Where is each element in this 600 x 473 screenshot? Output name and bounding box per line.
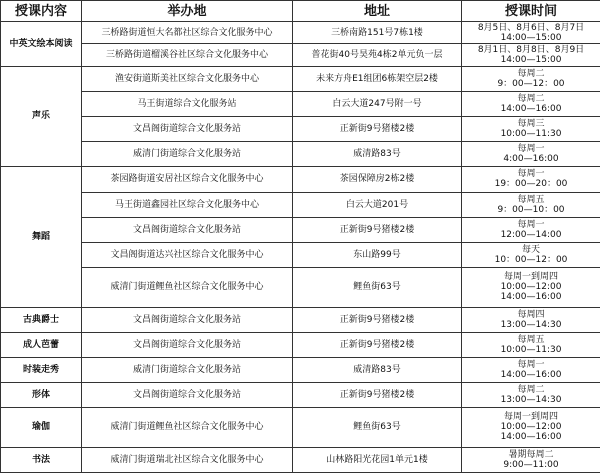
- address-cell: 正新街9号猪楼2楼: [293, 307, 462, 332]
- header-address: 地址: [293, 1, 462, 22]
- time-line: 10:00—11:30: [500, 129, 562, 140]
- time-line: 12:00—14:00: [500, 229, 562, 240]
- address-cell: 白云大道247号附一号: [293, 91, 462, 116]
- venue-cell: 威清门街道鲤鱼社区综合文化服务中心: [82, 408, 293, 447]
- address-cell: 正新街9号猪楼2楼: [293, 383, 462, 408]
- address-cell: 正新街9号猪楼2楼: [293, 116, 462, 141]
- time-line: 10:00—12:00: [500, 282, 562, 293]
- venue-cell: 茶园路街道安居社区综合文化服务中心: [82, 167, 293, 192]
- time-line: 每周二: [517, 385, 545, 396]
- table-row: [1, 447, 600, 472]
- time-line: 每周一到周四: [503, 272, 558, 283]
- time-line: 每周五: [517, 194, 545, 205]
- course-cell: 时装走秀: [1, 357, 82, 382]
- course-cell: 古典爵士: [1, 307, 82, 332]
- time-line: 8月5日、8月6日、8月7日: [477, 22, 585, 33]
- time-cell: [462, 91, 600, 116]
- time-line: 19：00—20：00: [494, 179, 568, 190]
- table-row: [1, 44, 600, 66]
- time-line: 每周四: [517, 309, 545, 320]
- time-line: 9:00—11:00: [503, 459, 559, 470]
- time-cell: [462, 332, 600, 357]
- table-row: [1, 142, 600, 167]
- venue-cell: 马王街道鑫园社区综合文化服务中心: [82, 192, 293, 217]
- course-cell: 成人芭蕾: [1, 332, 82, 357]
- table-row: [1, 408, 600, 447]
- time-line: 每周二: [517, 68, 545, 79]
- time-line: 暑期每周二: [508, 449, 554, 460]
- time-line: 10：00—12：00: [494, 255, 568, 266]
- time-line: 每周五: [517, 334, 545, 345]
- address-cell: 三桥南路151号7栋1楼: [293, 22, 462, 44]
- time-line: 9：00—10：00: [497, 204, 565, 215]
- venue-cell: 威清门街道综合文化服务站: [82, 357, 293, 382]
- table-row: [1, 268, 600, 307]
- address-cell: 威清路83号: [293, 142, 462, 167]
- time-line: 每天: [521, 245, 540, 256]
- venue-cell: 马王街道综合文化服务站: [82, 91, 293, 116]
- time-cell: [462, 44, 600, 66]
- venue-cell: 文昌阁街道综合文化服务站: [82, 332, 293, 357]
- time-cell: [462, 447, 600, 472]
- table-row: [1, 116, 600, 141]
- venue-cell: 渔安街道斯美社区综合文化服务中心: [82, 66, 293, 91]
- address-cell: 威清路83号: [293, 357, 462, 382]
- address-cell: 正新街9号猪楼2楼: [293, 332, 462, 357]
- header-venue: 举办地: [82, 1, 293, 22]
- time-line: 10:00—11:30: [500, 344, 562, 355]
- time-line: 每周一: [517, 169, 545, 180]
- time-line: 每周一: [517, 144, 545, 155]
- time-line: 14:00—16:00: [500, 432, 562, 443]
- table-row: [1, 22, 600, 44]
- time-cell: [462, 22, 600, 44]
- time-line: 每周一: [517, 219, 545, 230]
- venue-cell: 文昌阁街道达兴社区综合文化服务中心: [82, 242, 293, 267]
- course-cell: 舞蹈: [1, 167, 82, 307]
- time-cell: [462, 242, 600, 267]
- table-row: [1, 307, 600, 332]
- venue-cell: 文昌阁街道综合文化服务站: [82, 307, 293, 332]
- address-cell: 正新街9号猪楼2楼: [293, 217, 462, 242]
- time-cell: [462, 167, 600, 192]
- venue-cell: 三桥路街道恒大名都社区综合文化服务中心: [82, 22, 293, 44]
- course-cell: 形体: [1, 383, 82, 408]
- address-cell: 鲤鱼街63号: [293, 268, 462, 307]
- time-line: 14:00—16:00: [500, 370, 562, 380]
- table-row: [1, 383, 600, 408]
- header-time: 授课时间: [462, 1, 600, 22]
- header-row: [1, 1, 600, 22]
- address-cell: 茶园保障房2栋2楼: [293, 167, 462, 192]
- venue-cell: 威清门街道瑞北社区综合文化服务中心: [82, 447, 293, 472]
- time-cell: [462, 408, 600, 447]
- table-row: [1, 217, 600, 242]
- address-cell: 东山路99号: [293, 242, 462, 267]
- time-line: 每周三: [517, 119, 545, 130]
- address-cell: 鲤鱼街63号: [293, 408, 462, 447]
- course-cell: 中英文绘本阅读: [1, 22, 82, 66]
- time-line: 13:00—14:30: [500, 395, 562, 406]
- address-cell: 山林路阳光花园1单元1楼: [293, 447, 462, 472]
- time-cell: [462, 357, 600, 382]
- table-row: [1, 332, 600, 357]
- time-cell: [462, 66, 600, 91]
- course-cell: 瑜伽: [1, 408, 82, 447]
- table-row: [1, 66, 600, 91]
- time-line: 每周一到周四: [503, 412, 558, 423]
- venue-cell: 文昌阁街道综合文化服务站: [82, 116, 293, 141]
- time-line: 每周二: [517, 93, 545, 104]
- time-line: 8月1日、8月8日、8月9日: [477, 44, 585, 55]
- time-line: 4:00—16:00: [503, 154, 559, 165]
- time-line: 14:00—16:00: [500, 292, 562, 303]
- venue-cell: 文昌阁街道综合文化服务站: [82, 217, 293, 242]
- table-row: [1, 192, 600, 217]
- table-row: [1, 91, 600, 116]
- address-cell: 未来方舟E1组团6栋架空层2楼: [293, 66, 462, 91]
- time-line: 10:00—12:00: [500, 422, 562, 433]
- time-line: 14:00—15:00: [500, 32, 562, 43]
- course-cell: 声乐: [1, 66, 82, 167]
- time-cell: [462, 142, 600, 167]
- header-course: 授课内容: [1, 1, 82, 22]
- time-line: 14:00—16:00: [500, 103, 562, 114]
- time-cell: [462, 268, 600, 307]
- time-cell: [462, 217, 600, 242]
- time-line: 每周一: [517, 360, 545, 370]
- time-line: 9：00—12：00: [497, 78, 565, 89]
- table-row: [1, 242, 600, 267]
- table-row: [1, 167, 600, 192]
- time-line: 14:00—15:00: [500, 54, 562, 65]
- time-cell: [462, 307, 600, 332]
- course-cell: 书法: [1, 447, 82, 472]
- address-cell: 普花街40号昊苑4栋2单元负一层: [293, 44, 462, 66]
- time-line: 13:00—14:30: [500, 319, 562, 330]
- address-cell: 白云大道201号: [293, 192, 462, 217]
- venue-cell: 威清门街道鲤鱼社区综合文化服务中心: [82, 268, 293, 307]
- time-cell: [462, 383, 600, 408]
- table-row: [1, 357, 600, 382]
- venue-cell: 文昌阁街道综合文化服务站: [82, 383, 293, 408]
- venue-cell: 三桥路街道榴溪谷社区综合文化服务中心: [82, 44, 293, 66]
- time-cell: [462, 116, 600, 141]
- venue-cell: 威清门街道综合文化服务站: [82, 142, 293, 167]
- time-cell: [462, 192, 600, 217]
